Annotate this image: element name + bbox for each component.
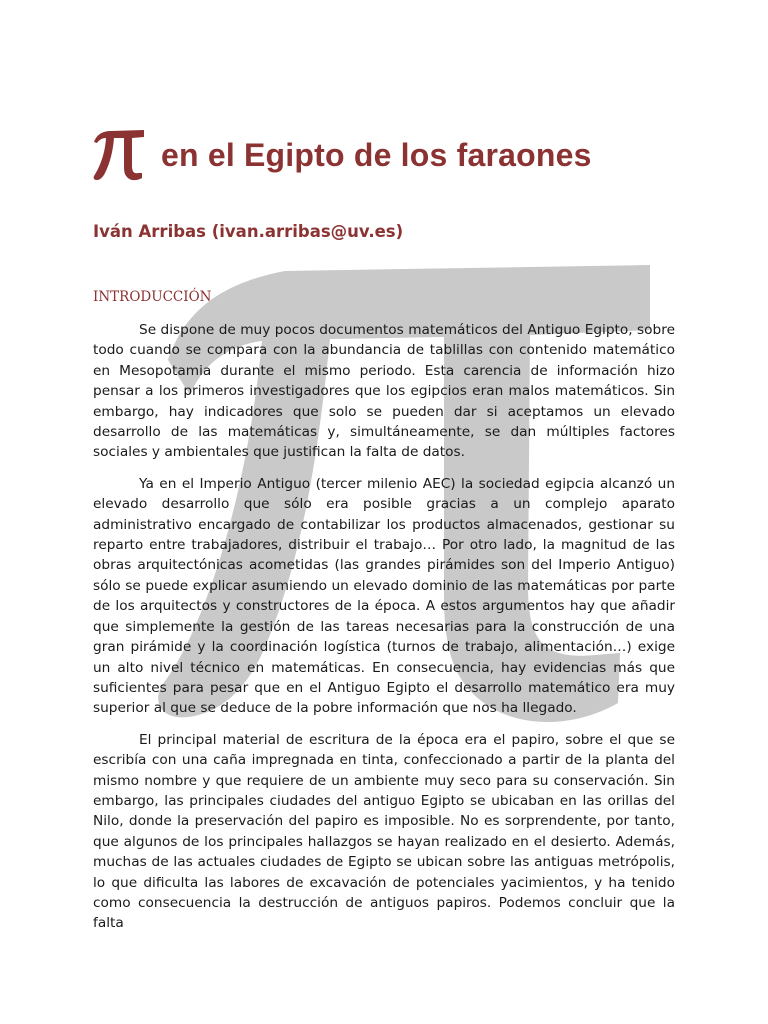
paragraph: Ya en el Imperio Antiguo (tercer milenio AEC) la sociedad egipcia alcanzó un elevado desarrollo que sólo era posible gracias a un complejo aparato administrativo encargado de contabilizar los productos almacenados, gestionar su reparto entre trabajadores, distribuir el trabajo… Por otro lado, la magnitud de las obras arquitectónicas acometidas (las grandes pirámides son del Imperio Antiguo) sólo se puede explicar asumiendo un elevado dominio de las matemáticas por parte de los arquitectos y constructores de la época. A estos argumentos hay que añadir que simplemente la gestión de las tareas necesarias para la construcción de una gran pirámide y la coordinación logística (turnos de trabajo, alimentación…) exige un alto nivel técnico en matemáticas. En consecuencia, hay evidencias más que suficientes para pesar que en el Antiguo Egipto el desarrollo matemático era muy superior al que se deduce de la pobre información que nos ha llegado.	[93, 475, 675, 717]
document-title	[93, 128, 592, 182]
title-text: en el Egipto de los faraones	[161, 136, 592, 173]
author-line: Iván Arribas (ivan.arribas@uv.es)	[93, 222, 404, 241]
paragraph: El principal material de escritura de la época era el papiro, sobre el que se escribía con una caña impregnada en tinta, confeccionado a partir de la planta del mismo nombre y que requiere de un ambiente muy seco para su conservación. Sin embargo, las principales ciudades del antiguo Egipto se ubicaban en las orillas del Nilo, donde la preservación del papiro es imposible. No es sorprendente, por tanto, que algunos de los principales hallazgos se hayan realizado en el desierto. Además, muchas de las actuales ciudades de Egipto se ubican sobre las antiguas metrópolis, lo que dificulta las labores de excavación de potenciales yacimientos, y ha tenido como consecuencia la destrucción de antiguos papiros. Podemos concluir que la falta	[93, 731, 675, 932]
paragraph: Se dispone de muy pocos documentos matemáticos del Antiguo Egipto, sobre todo cuando se compara con la abundancia de tablillas con contenido matemático en Mesopotamia durante el mismo periodo. Esta carencia de información hizo pensar a los primeros investigadores que los egipcios eran malos matemáticos. Sin embargo, hay indicadores que solo se pueden dar si aceptamos un elevado desarrollo de las matemáticas y, simultáneamente, se dan múltiples factores sociales y ambientales que justifican la falta de datos.	[93, 322, 675, 461]
body-text	[93, 320, 675, 945]
section-heading: INTRODUCCIÓN	[93, 289, 212, 305]
pi-icon	[93, 128, 145, 182]
